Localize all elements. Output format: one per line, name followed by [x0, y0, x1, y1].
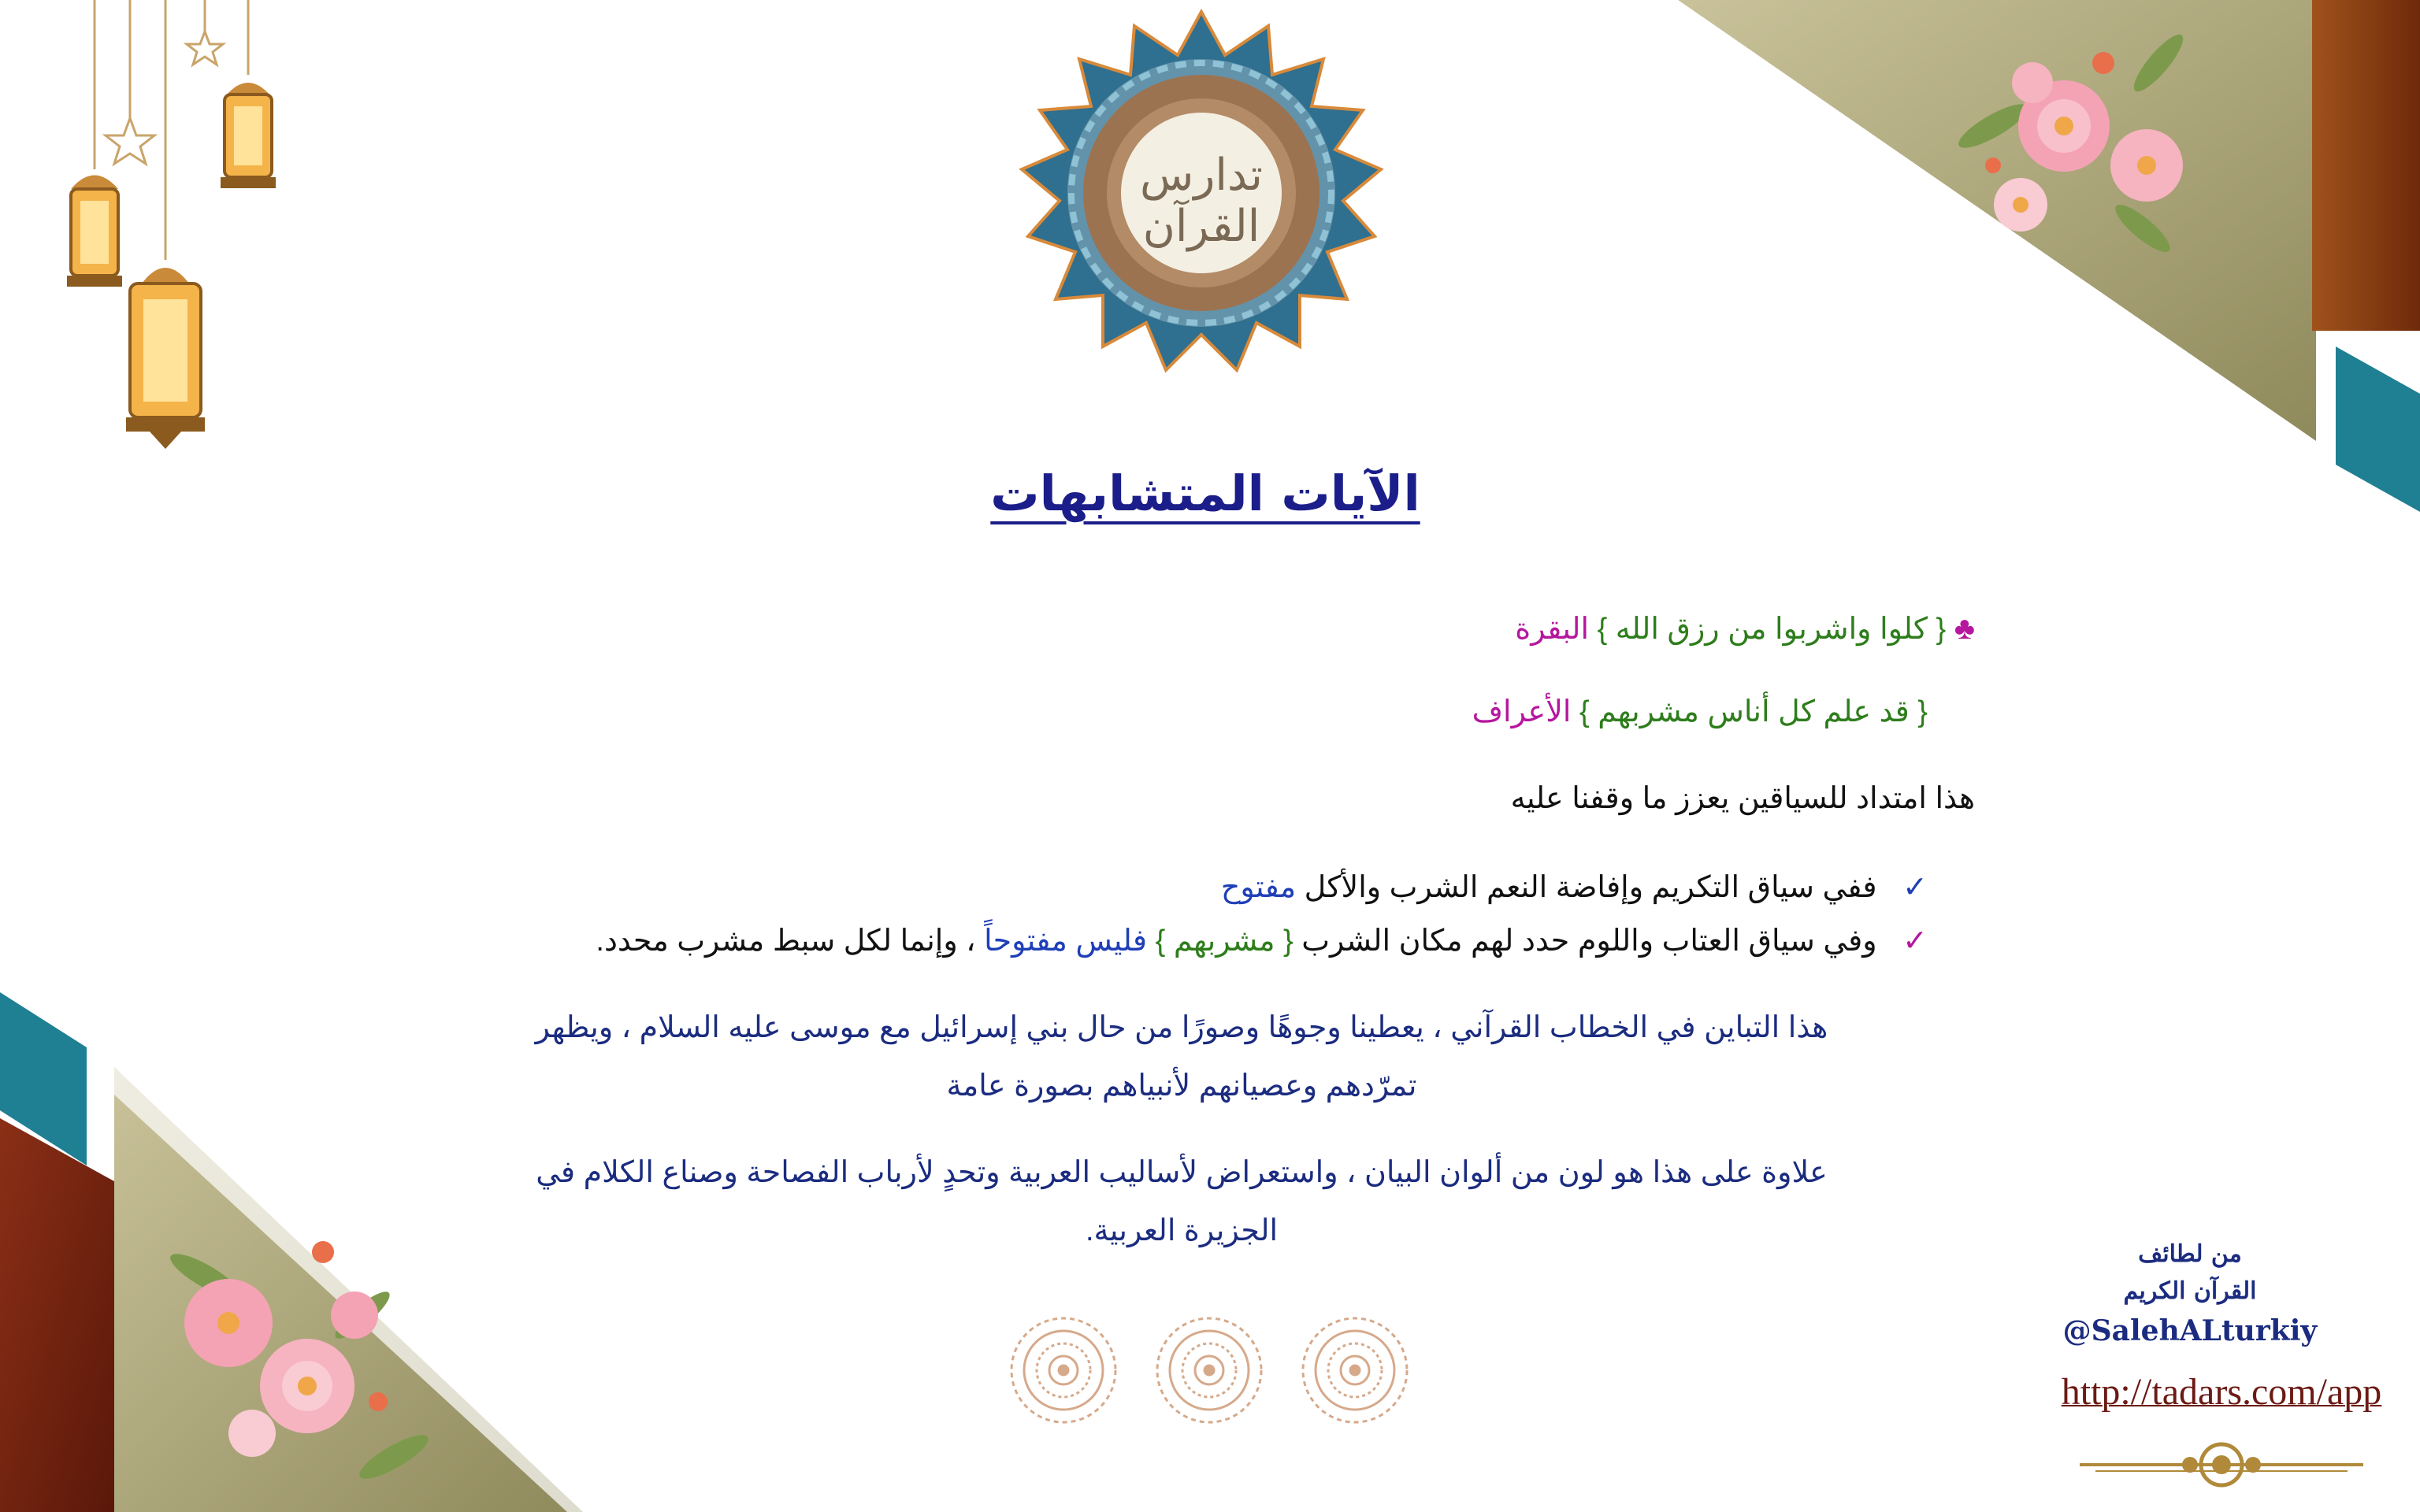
ornamental-divider-icon: [2072, 1433, 2371, 1496]
check-text: وفي سياق العتاب واللوم حدد لهم مكان الشرب: [1301, 925, 1877, 958]
surah-name: البقرة: [1515, 613, 1589, 646]
paragraph-2: [425, 1143, 1938, 1260]
credit-block: [2025, 1236, 2355, 1354]
page-title: الآيات المتشابهات: [990, 465, 1420, 522]
website-link[interactable]: http://tadars.com/app: [2061, 1371, 2382, 1413]
check-text: ففي سياق التكريم وإفاضة النعم الشرب والأكل: [1304, 871, 1877, 904]
credit-line: القرآن الكريم: [2123, 1277, 2257, 1305]
surah-name: الأعراف: [1472, 695, 1572, 728]
check-tail: ، وإنما لكل سبط مشرب محدد.: [596, 925, 976, 958]
club-bullet-icon: ♣: [1954, 611, 1975, 646]
hanging-lanterns-icon: [47, 0, 315, 472]
verse-text: { قد علم كل أناس مشربهم }: [1579, 695, 1928, 728]
paragraph-1: [425, 999, 1938, 1115]
intro-line: هذا امتداد للسياقين يعزز ما وقفنا عليه: [1510, 782, 1975, 815]
check-highlight: فليس مفتوحاً: [984, 925, 1148, 958]
paragraph-line: هذا التباين في الخطاب القرآني ، يعطينا وجوهًا وصورًا من حال بني إسرائيل مع موسى عليه السلام ، ويظهر: [535, 1011, 1828, 1044]
paragraph-line: الجزيرة العربية.: [1085, 1214, 1279, 1248]
checkmark-icon: ✓: [1902, 923, 1928, 958]
check-highlight: مفتوح: [1220, 871, 1297, 904]
check-item-1: [1221, 866, 1928, 909]
credit-line: من لطائف: [2138, 1240, 2242, 1268]
checkmark-icon: ✓: [1902, 869, 1928, 904]
verse-text: { مشربهم }: [1155, 925, 1294, 958]
mandala-ornament-icon: [1008, 1307, 1418, 1433]
verse-line-1: [1515, 606, 1975, 650]
flower-bouquet-icon: [158, 1228, 441, 1504]
logo-text: تدارس القرآن: [1140, 150, 1263, 252]
paragraph-line: علاوة على هذا هو لون من ألوان البيان ، واستعراض لأساليب العربية وتحدٍ لأرباب الفصاحة وصناع الكلام في: [536, 1156, 1828, 1189]
verse-text: { كلوا واشربوا من رزق الله }: [1597, 613, 1947, 646]
twitter-handle: @SalehALturkiy: [2062, 1314, 2318, 1347]
flower-bouquet-icon: [1946, 8, 2206, 276]
check-item-2: [596, 920, 1928, 962]
paragraph-line: تمرّدهم وعصيانهم لأنبياهم بصورة عامة: [946, 1069, 1417, 1103]
verse-line-2: [1472, 691, 1928, 733]
